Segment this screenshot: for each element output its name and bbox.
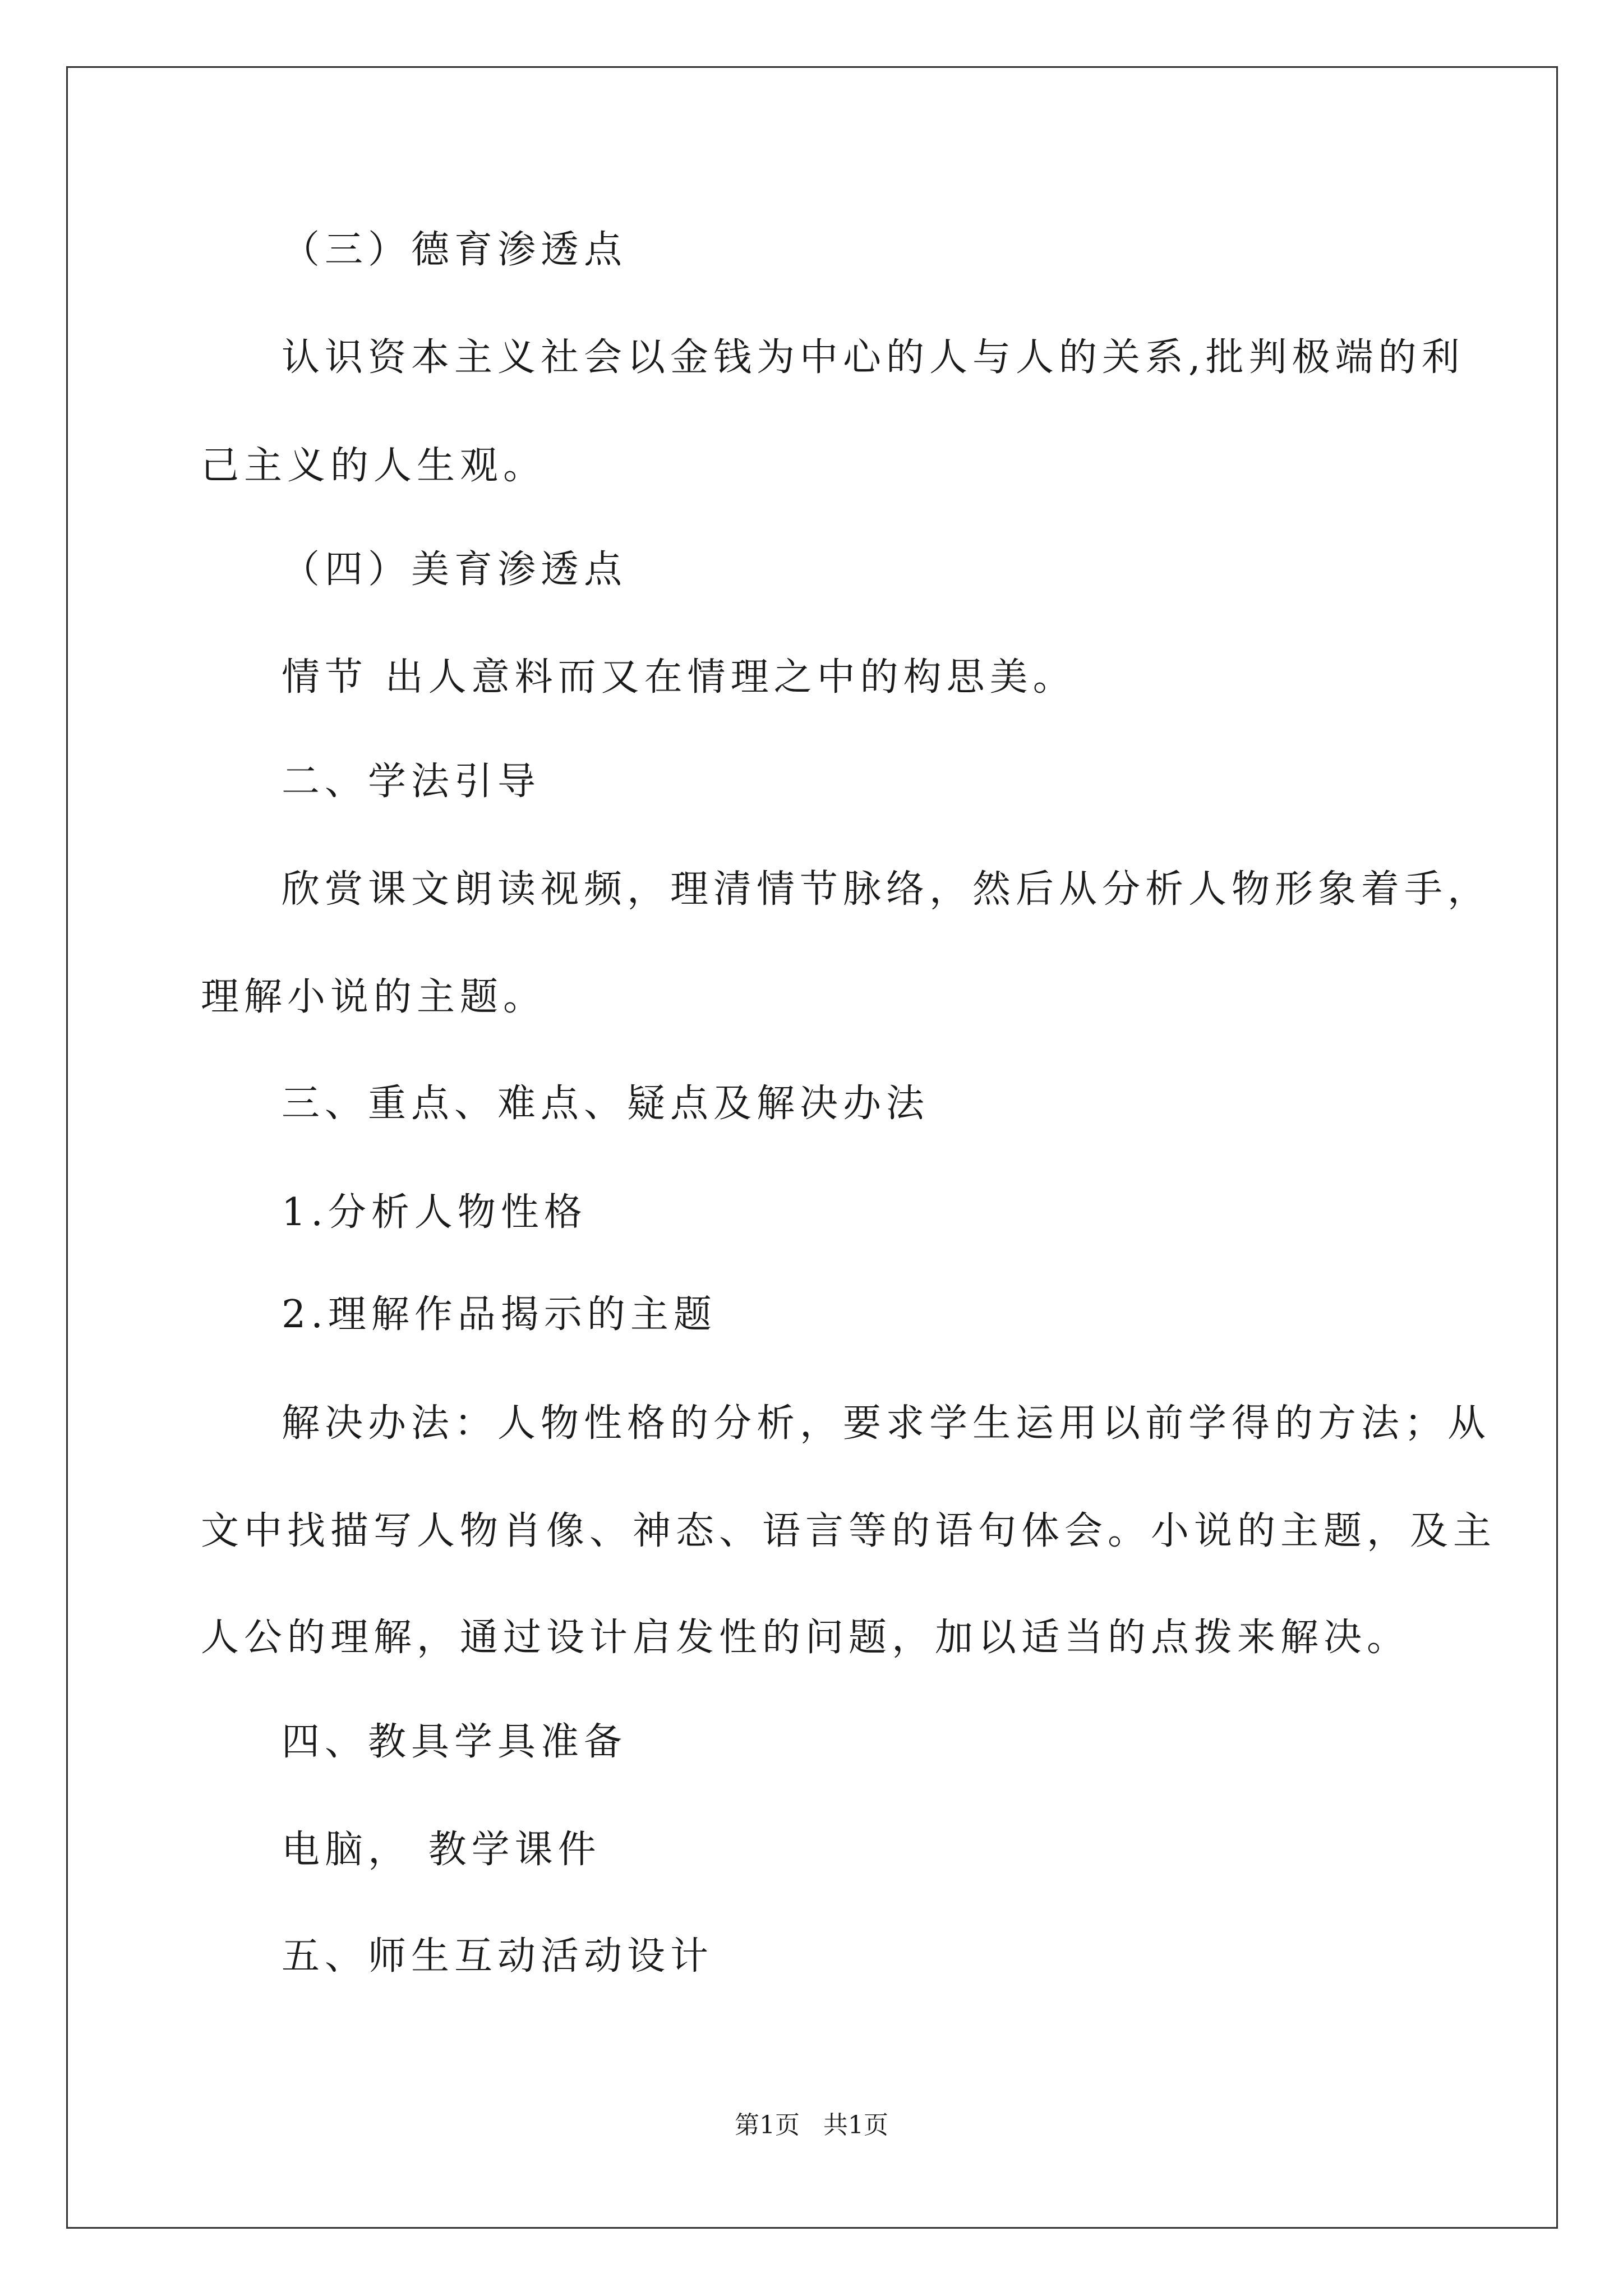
heading-interaction-design: 五、师生互动活动设计 xyxy=(282,1934,714,1978)
heading-aesthetic-education: （四）美育渗透点 xyxy=(282,547,628,592)
list-item: 1.分析人物性格 xyxy=(282,1190,587,1235)
paragraph-line: 电脑， 教学课件 xyxy=(282,1828,601,1872)
paragraph-line: 理解小说的主题。 xyxy=(201,975,547,1019)
paragraph-line: 解决办法：人物性格的分析，要求学生运用以前学得的方法；从 xyxy=(282,1401,1491,1446)
heading-study-method: 二、学法引导 xyxy=(282,760,541,804)
list-item: 2.理解作品揭示的主题 xyxy=(282,1292,717,1337)
page-footer: 第1页 共1页 xyxy=(735,2111,888,2139)
heading-moral-education: （三）德育渗透点 xyxy=(282,228,628,272)
paragraph-line: 己主义的人生观。 xyxy=(201,444,547,488)
heading-teaching-aids: 四、教具学具准备 xyxy=(282,1720,628,1764)
paragraph-line: 文中找描写人物肖像、神态、语言等的语句体会。小说的主题，及主 xyxy=(201,1509,1497,1553)
paragraph-line: 人公的理解，通过设计启发性的问题，加以适当的点拨来解决。 xyxy=(201,1616,1410,1660)
heading-key-points: 三、重点、难点、疑点及解决办法 xyxy=(282,1082,930,1126)
paragraph-line: 欣赏课文朗读视频，理清情节脉络，然后从分析人物形象着手， xyxy=(282,867,1491,912)
paragraph-line: 情节 出人意料而又在情理之中的构思美。 xyxy=(282,655,1076,700)
page-border xyxy=(66,66,1558,2229)
paragraph-line: 认识资本主义社会以金钱为中心的人与人的关系,批判极端的利 xyxy=(282,335,1465,380)
